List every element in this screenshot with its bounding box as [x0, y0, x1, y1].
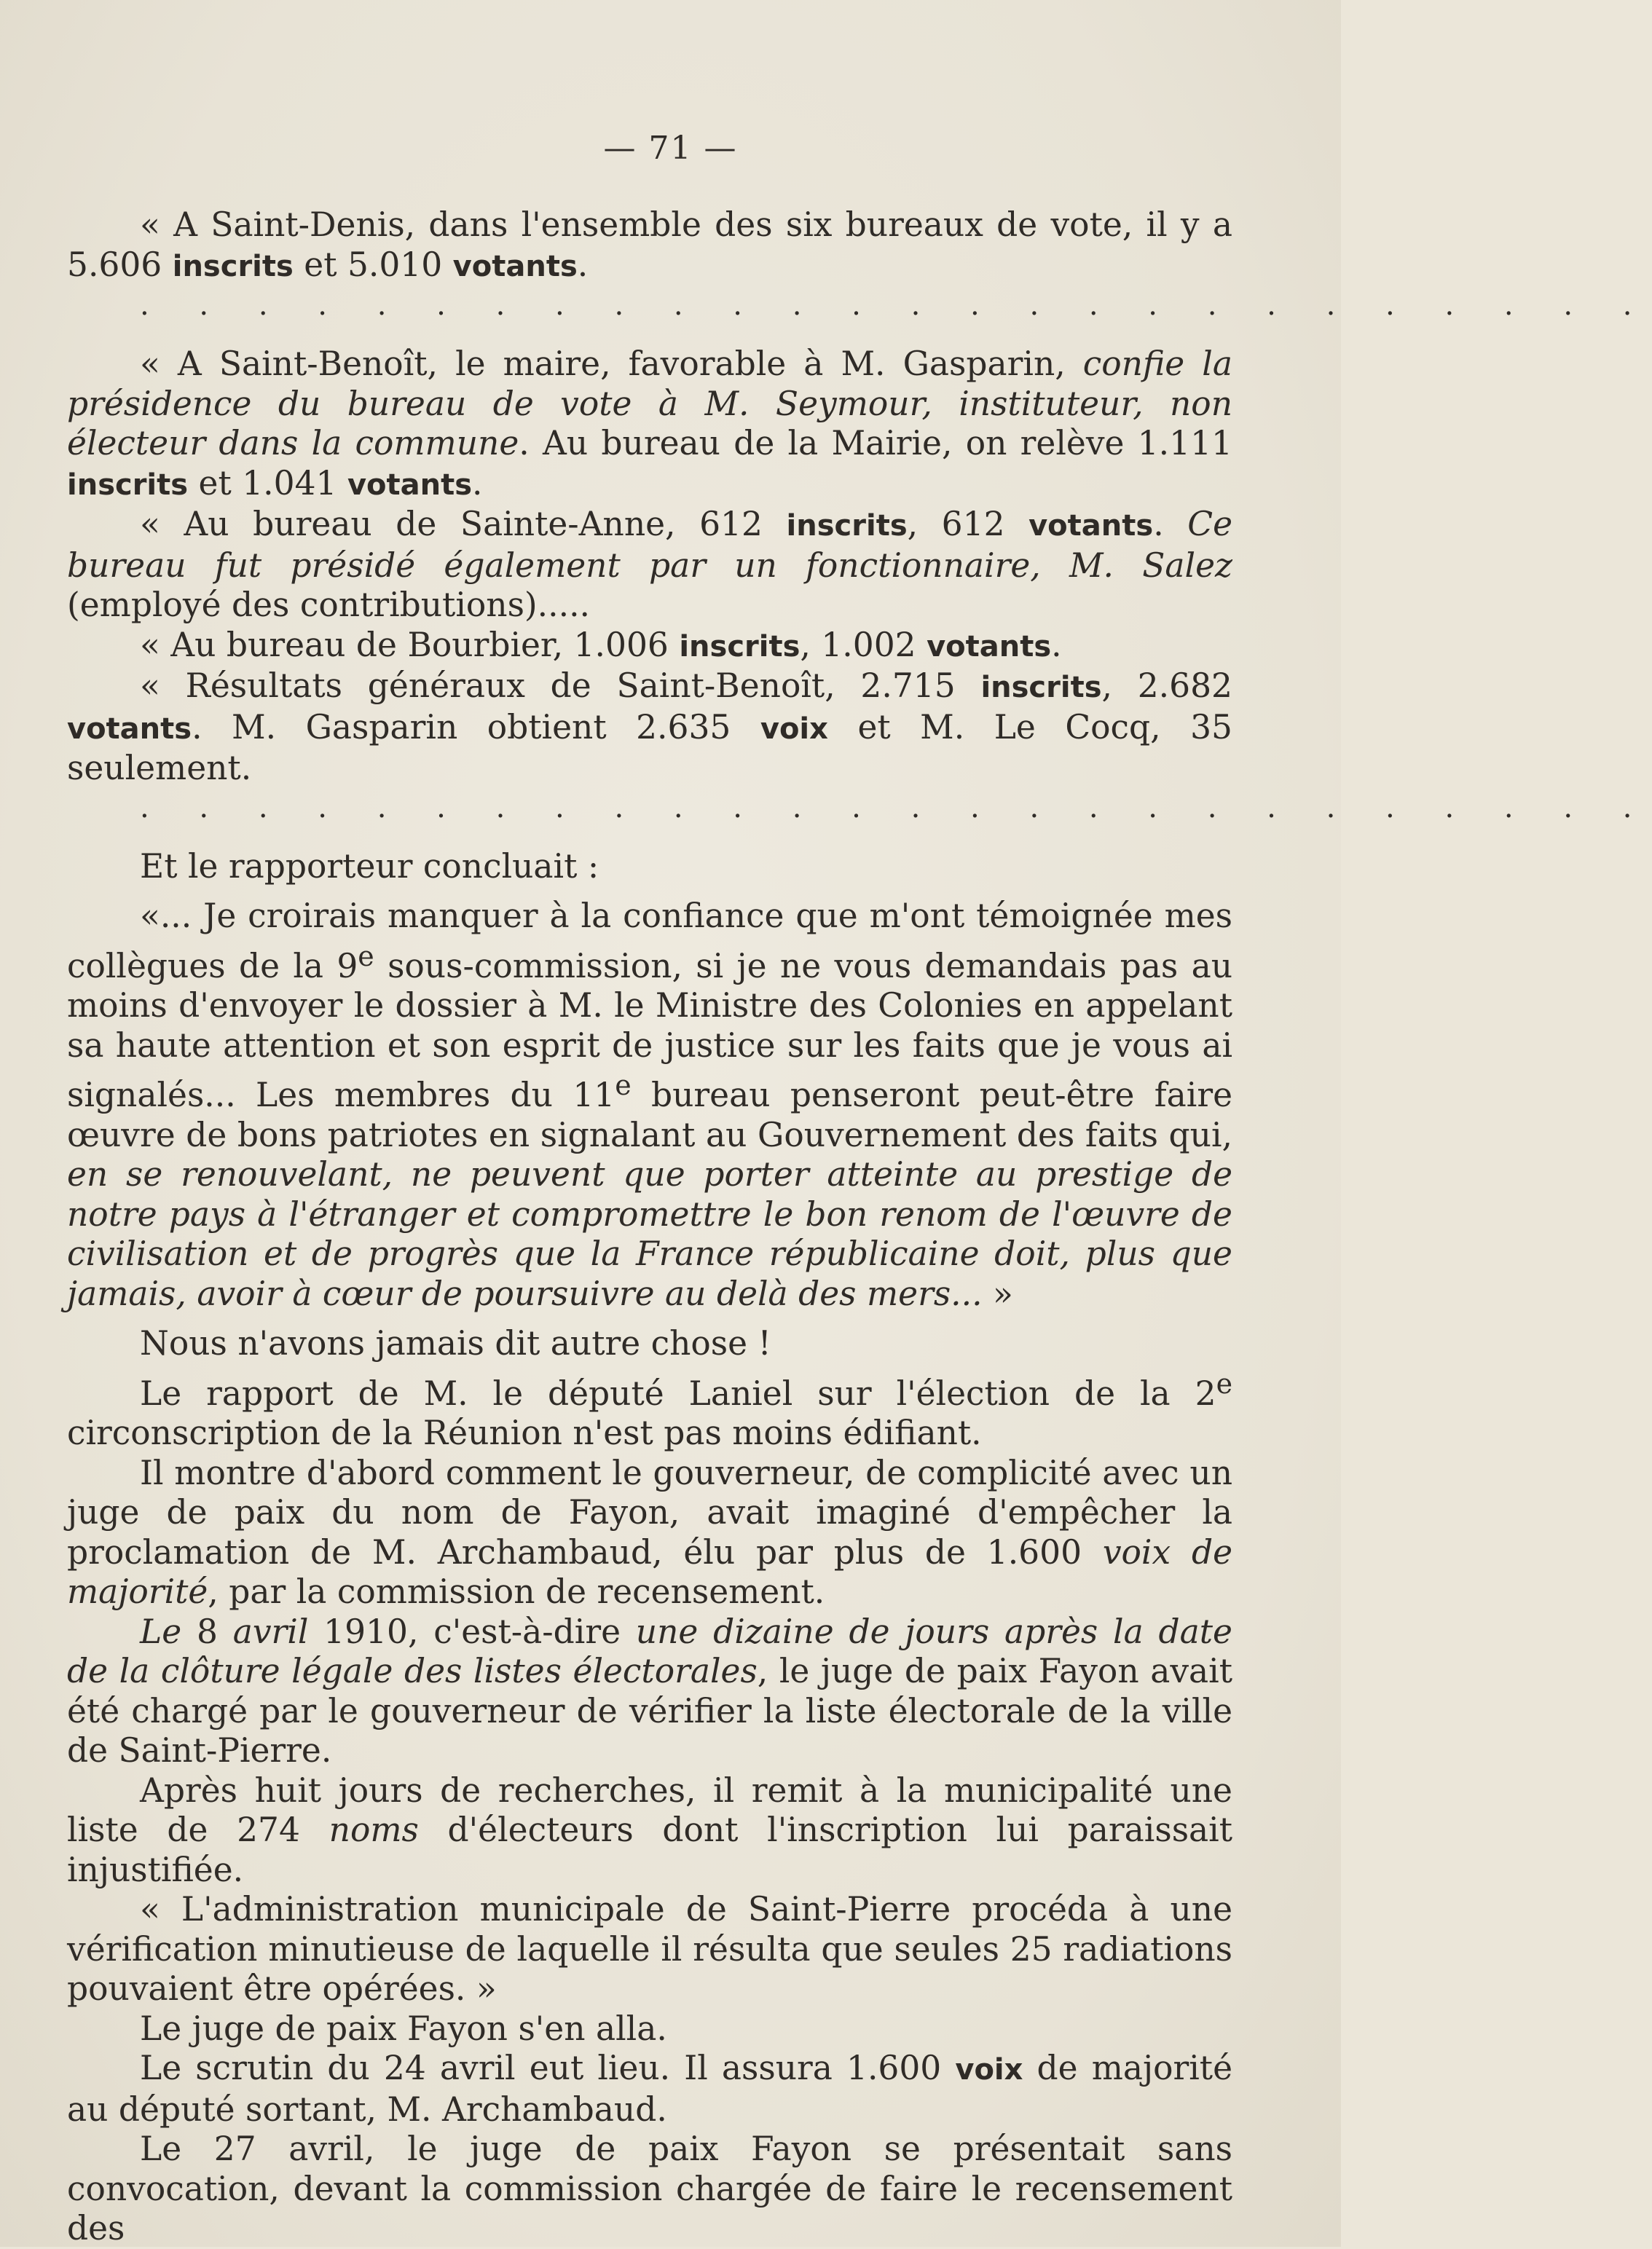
paragraph-resultats: « Résultats généraux de Saint-Benoît, 2.715 inscrits, 2.682 votants. M. Gasparin obtient 2.635 voix et M. Le Cocq, 35 seulement. — [67, 666, 1232, 787]
ellipsis-separator-2: . . . . . . . . . . . . . . . . . . . . . . . . . . — [140, 790, 1652, 824]
paragraph-conclusion-quote: «... Je croirais manquer à la confiance que m'ont témoignée mes collègues de la 9e sous-commission, si je ne vous demandais pas au moins d'envoyer le dossier à M. le Ministre des Colonies en appelant sa haute attention et son esprit de justice sur les faits que je vous ai signalés... Les membres du 11e bureau penseront peut-être faire œuvre de bons patriotes en signalant au Gouvernement des faits qui, en se renouvelant, ne peuvent que porter atteinte au prestige de notre pays à l'étranger et compromettre le bon renom de l'œuvre de civilisation et de progrès que la France républicaine doit, plus que jamais, avoir à cœur de poursuivre au delà des mers... » — [67, 897, 1233, 1313]
paragraph-27-avril: Le 27 avril, le juge de paix Fayon se présentait sans convocation, devant la commission chargée de faire le recensement des — [67, 2130, 1232, 2248]
paragraph-juge-alla: Le juge de paix Fayon s'en alla. — [140, 2009, 667, 2048]
ellipsis-separator: . . . . . . . . . . . . . . . . . . . . . . . . . . — [140, 288, 1652, 322]
paragraph-bourbier: « Au bureau de Bourbier, 1.006 inscrits, 1.002 votants. — [140, 625, 1062, 664]
paragraph-saint-benoit: « A Saint-Benoît, le maire, favorable à M. Gasparin, confie la présidence du bureau de vote à M. Seymour, instituteur, non électeur dans la commune. Au bureau de la Mairie, on relève 1.111 inscrits et 1.041 votants. — [67, 344, 1232, 503]
paragraph-nous-navons: Nous n'avons jamais dit autre chose ! — [140, 1324, 771, 1363]
paragraph-saint-denis: « A Saint-Denis, dans l'ensemble des six bureaux de vote, il y a 5.606 inscrits et 5.010 votants. — [67, 205, 1232, 284]
paragraph-rapport-laniel: Le rapport de M. le député Laniel sur l'élection de la 2e circonscription de la Réunion n'est pas moins édifiant. — [67, 1367, 1232, 1453]
page-number: — 71 — — [603, 130, 738, 167]
paragraph-scrutin: Le scrutin du 24 avril eut lieu. Il assura 1.600 voix de majorité au député sortant, M. Archambaud. — [67, 2049, 1233, 2129]
paragraph-administration: « L'administration municipale de Saint-Pierre procéda à une vérification minutieuse de laquelle il résulta que seules 25 radiations pouvaient être opérées. » — [67, 1890, 1232, 2009]
paragraph-il-montre: Il montre d'abord comment le gouverneur, de complicité avec un juge de paix du nom de Fayon, avait imaginé d'empêcher la proclamation de M. Archambaud, élu par plus de 1.600 voix de majorité, par la commission de recensement. — [67, 1453, 1232, 1612]
paragraph-apres-huit-jours: Après huit jours de recherches, il remit à la municipalité une liste de 274 noms d'électeurs dont l'inscription lui paraissait injustifiée. — [67, 1771, 1233, 1889]
paragraph-8-avril: Le 8 avril 1910, c'est-à-dire une dizaine de jours après la date de la clôture légale des listes électorales, le juge de paix Fayon avait été chargé par le gouverneur de vérifier la liste électorale de la ville de Saint-Pierre. — [67, 1612, 1232, 1771]
paragraph-sainte-anne: « Au bureau de Sainte-Anne, 612 inscrits, 612 votants. Ce bureau fut présidé également par un fonctionnaire, M. Salez (employé des contributions)..... — [67, 505, 1232, 624]
paragraph-rapporteur: Et le rapporteur concluait : — [140, 846, 599, 886]
page-body — [67, 205, 1652, 2249]
